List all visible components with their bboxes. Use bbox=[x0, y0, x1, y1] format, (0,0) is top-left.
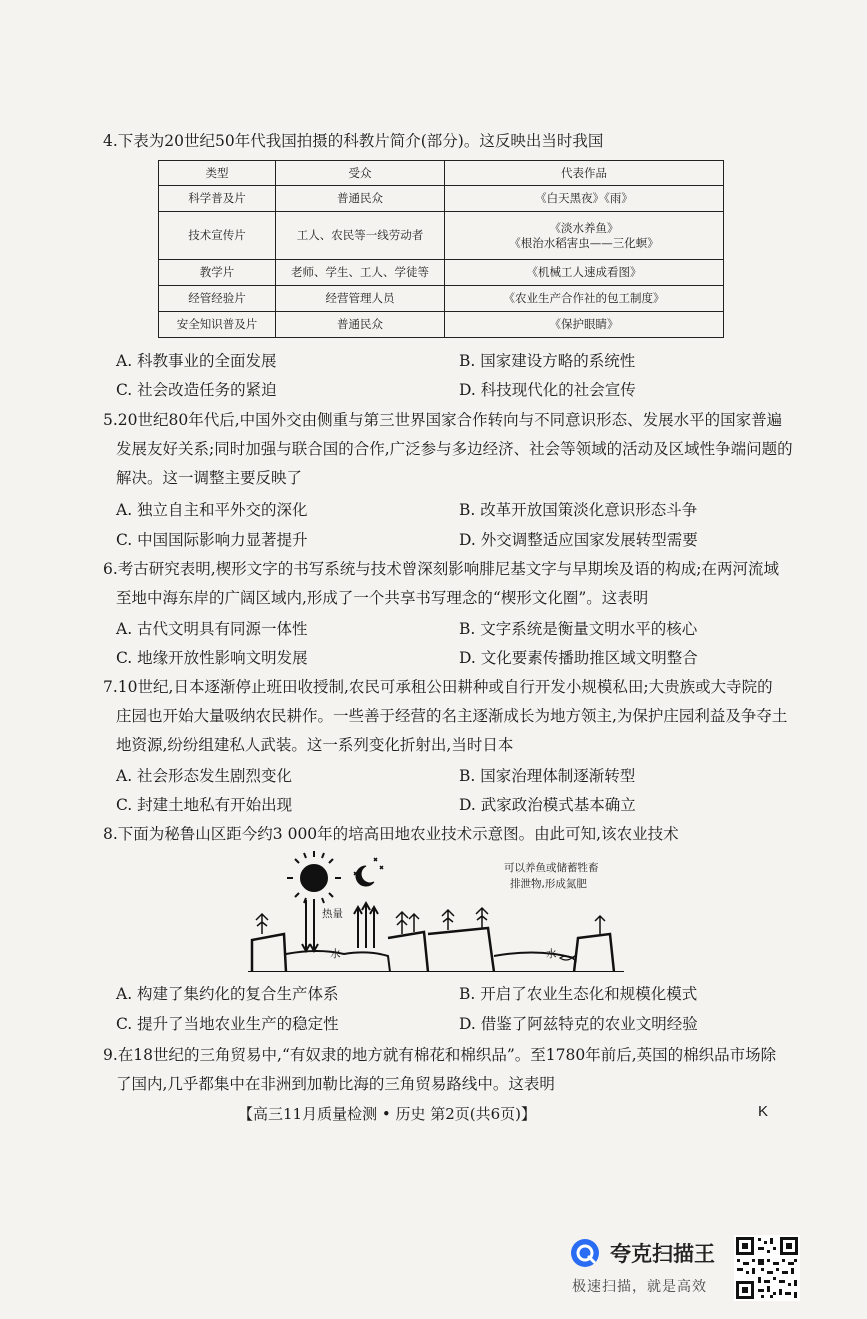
q8-stem: 8.下面为秘鲁山区距今约3 000年的培高田地农业技术示意图。由此可知,该农业技术 bbox=[103, 825, 679, 843]
note-line-1: 可以养鱼或储蓄牲畜 bbox=[504, 862, 599, 874]
q8-option-c[interactable]: C. 提升了当地农业生产的稳定性 bbox=[116, 1015, 339, 1033]
raised-field-diagram bbox=[248, 848, 624, 972]
q7-line-2: 庄园也开始大量吸纳农民耕作。一些善于经营的名主逐渐成长为地方领主,为保护庄园利益及争夺土 bbox=[116, 707, 788, 725]
q6-option-b[interactable]: B. 文字系统是衡量文明水平的核心 bbox=[459, 620, 698, 638]
q4-stem: 4.下表为20世纪50年代我国拍摄的科教片简介(部分)。这反映出当时我国 bbox=[103, 132, 604, 150]
work-title: 《淡水养鱼》 bbox=[549, 220, 619, 235]
q7-line-1: 7.10世纪,日本逐渐停止班田收授制,农民可承租公田耕种或自行开发小规模私田;大贵族或大寺院的 bbox=[103, 678, 773, 696]
heat-label: 热量 bbox=[322, 908, 343, 920]
q5-line-1: 5.20世纪80年代后,中国外交由侧重与第三世界国家合作转向与不同意识形态、发展水平的国家普遍 bbox=[103, 411, 783, 429]
q4-option-b[interactable]: B. 国家建设方略的系统性 bbox=[459, 352, 636, 370]
table-cell: 安全知识普及片 bbox=[159, 312, 276, 338]
table-row bbox=[159, 286, 724, 312]
q9-line-2: 了国内,几乎都集中在非洲到加勒比海的三角贸易路线中。这表明 bbox=[116, 1075, 555, 1093]
table-cell: 《保护眼睛》 bbox=[445, 312, 724, 338]
water-label-left: 水 bbox=[330, 948, 341, 960]
q5-line-3: 解决。这一调整主要反映了 bbox=[116, 469, 303, 487]
q7-option-d[interactable]: D. 武家政治模式基本确立 bbox=[459, 796, 636, 814]
page-footer: 【高三11月质量检测 • 历史 第2页(共6页)】 bbox=[238, 1105, 537, 1123]
table-cell: 工人、农民等一线劳动者 bbox=[276, 212, 445, 260]
q6-line-1: 6.考古研究表明,楔形文字的书写系统与技术曾深刻影响腓尼基文字与早期埃及语的构成;在两河流域 bbox=[103, 560, 779, 578]
table-cell: 经营管理人员 bbox=[276, 286, 445, 312]
table-cell: 《机械工人速成看图》 bbox=[445, 260, 724, 286]
table-row bbox=[159, 212, 724, 260]
scanner-slogan: 极速扫描，就是高效 bbox=[572, 1279, 707, 1295]
q5-option-c[interactable]: C. 中国国际影响力显著提升 bbox=[116, 531, 308, 549]
q8-option-d[interactable]: D. 借鉴了阿兹特克的农业文明经验 bbox=[459, 1015, 698, 1033]
science-film-table bbox=[158, 160, 724, 338]
water-label-right: 水 bbox=[546, 948, 557, 960]
table-cell: 《白天黑夜》《雨》 bbox=[445, 186, 724, 212]
table-cell: 科学普及片 bbox=[159, 186, 276, 212]
scanner-watermark bbox=[570, 1230, 730, 1300]
q6-option-a[interactable]: A. 古代文明具有同源一体性 bbox=[116, 620, 308, 638]
q7-option-a[interactable]: A. 社会形态发生剧烈变化 bbox=[116, 767, 293, 785]
q7-option-c[interactable]: C. 封建土地私有开始出现 bbox=[116, 796, 293, 814]
scanner-logo-icon bbox=[570, 1238, 600, 1268]
q4-option-d[interactable]: D. 科技现代化的社会宣传 bbox=[459, 381, 636, 399]
q7-line-3: 地资源,纷纷组建私人武装。这一系列变化折射出,当时日本 bbox=[116, 736, 514, 754]
note-line-2: 排泄物,形成氮肥 bbox=[510, 878, 587, 890]
table-cell: 普通民众 bbox=[276, 186, 445, 212]
table-row bbox=[159, 312, 724, 338]
table-cell: 《农业生产合作社的包工制度》 bbox=[445, 286, 724, 312]
q8-option-a[interactable]: A. 构建了集约化的复合生产体系 bbox=[116, 985, 339, 1003]
q5-line-2: 发展友好关系;同时加强与联合国的合作,广泛参与多边经济、社会等领域的活动及区域性争端问题的 bbox=[116, 440, 793, 458]
q9-line-1: 9.在18世纪的三角贸易中,“有奴隶的地方就有棉花和棉织品”。至1780年前后,英国的棉织品市场除 bbox=[103, 1046, 777, 1064]
table-cell: 普通民众 bbox=[276, 312, 445, 338]
q6-option-c[interactable]: C. 地缘开放性影响文明发展 bbox=[116, 649, 308, 667]
header-works: 代表作品 bbox=[445, 161, 724, 186]
scanner-app-name: 夸克扫描王 bbox=[610, 1242, 715, 1266]
paper-code: K bbox=[758, 1103, 769, 1120]
table-row bbox=[159, 260, 724, 286]
work-title: 《根治水稻害虫——三化螟》 bbox=[509, 235, 659, 250]
table-header-row bbox=[159, 161, 724, 186]
header-type: 类型 bbox=[159, 161, 276, 186]
sun-icon bbox=[287, 851, 341, 905]
q5-option-b[interactable]: B. 改革开放国策淡化意识形态斗争 bbox=[459, 501, 698, 519]
q7-option-b[interactable]: B. 国家治理体制逐渐转型 bbox=[459, 767, 636, 785]
table-cell: 经管经验片 bbox=[159, 286, 276, 312]
qr-code-icon bbox=[734, 1235, 800, 1301]
q5-option-a[interactable]: A. 独立自主和平外交的深化 bbox=[116, 501, 308, 519]
q4-option-c[interactable]: C. 社会改造任务的紧迫 bbox=[116, 381, 277, 399]
table-row bbox=[159, 186, 724, 212]
q6-line-2: 至地中海东岸的广阔区域内,形成了一个共享书写理念的“楔形文化圈”。这表明 bbox=[116, 589, 649, 607]
header-audience: 受众 bbox=[276, 161, 445, 186]
table-cell: 老师、学生、工人、学徒等 bbox=[276, 260, 445, 286]
q8-option-b[interactable]: B. 开启了农业生态化和规模化模式 bbox=[459, 985, 698, 1003]
moon-icon bbox=[354, 858, 383, 886]
q5-option-d[interactable]: D. 外交调整适应国家发展转型需要 bbox=[459, 531, 698, 549]
table-cell: 教学片 bbox=[159, 260, 276, 286]
q6-option-d[interactable]: D. 文化要素传播助推区域文明整合 bbox=[459, 649, 698, 667]
q4-option-a[interactable]: A. 科教事业的全面发展 bbox=[116, 352, 277, 370]
table-cell: 技术宣传片 bbox=[159, 212, 276, 260]
table-cell bbox=[445, 212, 724, 260]
